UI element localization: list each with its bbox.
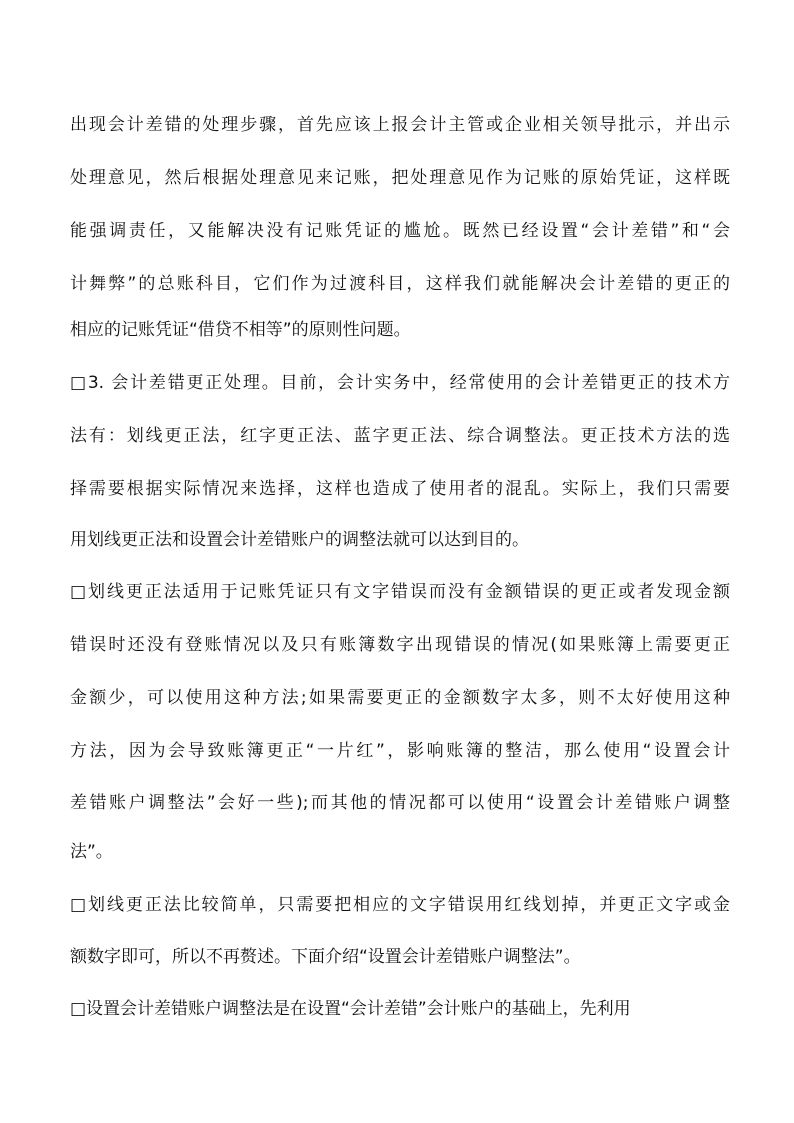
text-line: 额数字即可，所以不再赘述。下面介绍“设置会计差错账户调整法”。 — [70, 947, 581, 967]
text-line: 金额少，可以使用这种方法;如果需要更正的金额数字太多，则不太好使用这种 — [70, 688, 730, 708]
text-line: 用划线更正法和设置会计差错账户的调整法就可以达到目的。 — [70, 530, 529, 550]
text-line: 计舞弊”的总账科目，它们作为过渡科目，这样我们就能解决会计差错的更正的 — [70, 274, 730, 294]
text-line: 处理意见，然后根据处理意见来记账，把处理意见作为记账的原始凭证，这样既 — [70, 168, 730, 188]
text-line: 择需要根据实际情况来选择，这样也造成了使用者的混乱。实际上，我们只需要 — [70, 479, 730, 499]
text-line: 差错账户调整法”会好一些);而其他的情况都可以使用“设置会计差错账户调整 — [70, 793, 730, 813]
text-line: 方法，因为会导致账簿更正“一片红”，影响账簿的整洁，那么使用“设置会计 — [70, 741, 730, 761]
paragraph-first-line: □3. 会计差错更正处理。目前，会计实务中，经常使用的会计差错更正的技术方 — [70, 373, 730, 393]
paragraph-first-line: □设置会计差错账户调整法是在设置“会计差错”会计账户的基础上，先利用 — [70, 999, 631, 1019]
text-line: 出现会计差错的处理步骤，首先应该上报会计主管或企业相关领导批示，并出示 — [70, 115, 730, 135]
paragraph-first-line: □划线更正法适用于记账凭证只有文字错误而没有金额错误的更正或者发现金额 — [70, 582, 730, 602]
text-line: 法有：划线更正法，红字更正法、蓝字更正法、综合调整法。更正技术方法的选 — [70, 426, 730, 446]
text-line: 错误时还没有登账情况以及只有账簿数字出现错误的情况(如果账簿上需要更正 — [70, 635, 730, 655]
paragraph-first-line: □划线更正法比较简单，只需要把相应的文字错误用红线划掉，并更正文字或金 — [70, 895, 730, 915]
text-line: 相应的记账凭证“借贷不相等”的原则性问题。 — [70, 320, 411, 340]
text-line: 能强调责任，又能解决没有记账凭证的尴尬。既然已经设置“会计差错”和“会 — [70, 221, 730, 241]
text-line: 法”。 — [70, 842, 113, 862]
